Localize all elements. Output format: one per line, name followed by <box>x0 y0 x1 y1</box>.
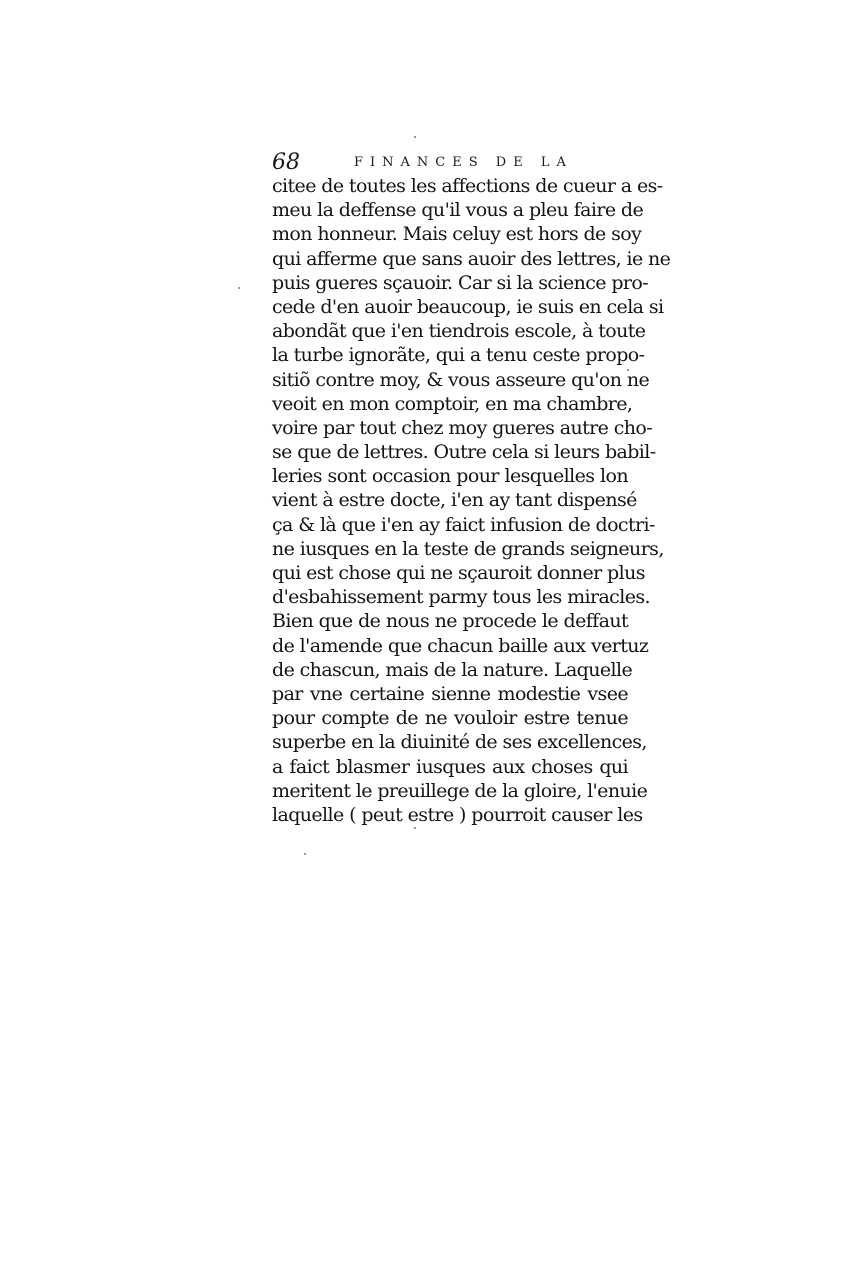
running-title: FINANCES DE LA <box>354 155 573 170</box>
text-line: d'esbahissement parmy tous les miracles. <box>272 586 650 609</box>
text-line: veoit en mon comptoir, en ma chambre, <box>272 392 633 415</box>
text-line: meu la deffense qu'il vous a pleu faire de <box>272 199 644 222</box>
text-line: mon honneur. Mais celuy est hors de soy <box>272 223 642 246</box>
text-line: la turbe ignorãte, qui a tenu ceste propo- <box>272 344 645 367</box>
running-head <box>272 150 622 176</box>
text-line: Bien que de nous ne procede le deffaut <box>272 610 628 633</box>
text-line: qui est chose qui ne sçauroit donner plus <box>272 562 645 584</box>
text-line: ça & là que i'en ay faict infusion de doctri- <box>272 513 655 536</box>
ink-speck <box>304 853 306 855</box>
text-line: qui afferme que sans auoir des lettres, ie ne <box>272 247 671 270</box>
text-line: a faict blasmer iusques aux choses qui <box>272 755 628 778</box>
text-line: ne iusques en la teste de grands seigneurs, <box>272 537 664 560</box>
text-line: de chascun, mais de la nature. Laquelle <box>272 658 633 681</box>
text-line: leries sont occasion pour lesquelles lon <box>272 465 628 488</box>
text-line: laquelle ( peut estre ) pourroit causer les <box>272 803 643 826</box>
text-line: superbe en la diuinité de ses excellences, <box>272 731 647 754</box>
text-line: par vne certaine sienne modestie vsee <box>272 682 628 705</box>
text-line: de l'amende que chacun baille aux vertuz <box>272 634 649 657</box>
ink-speck <box>238 287 240 289</box>
text-line: puis gueres sçauoir. Car si la science pro- <box>272 271 649 294</box>
text-line: pour compte de ne vouloir estre tenue <box>272 707 628 730</box>
body-text <box>272 174 671 827</box>
text-line: meritent le preuillege de la gloire, l'enuie <box>272 779 648 802</box>
text-line: vient à estre docte, i'en ay tant dispensé <box>272 489 637 512</box>
ink-speck <box>414 827 416 829</box>
text-line: citee de toutes les affections de cueur a es- <box>272 175 663 197</box>
ink-speck <box>414 136 416 138</box>
text-line: voire par tout chez moy gueres autre cho- <box>272 416 653 439</box>
text-line: cede d'en auoir beaucoup, ie suis en cela si <box>272 295 664 318</box>
page-number: 68 <box>272 150 300 175</box>
text-line: sitiõ contre moy, & vous asseure qu'on ne <box>272 368 650 391</box>
text-line: abondãt que i'en tiendrois escole, à toute <box>272 320 646 343</box>
text-line: se que de lettres. Outre cela si leurs babil- <box>272 441 656 464</box>
